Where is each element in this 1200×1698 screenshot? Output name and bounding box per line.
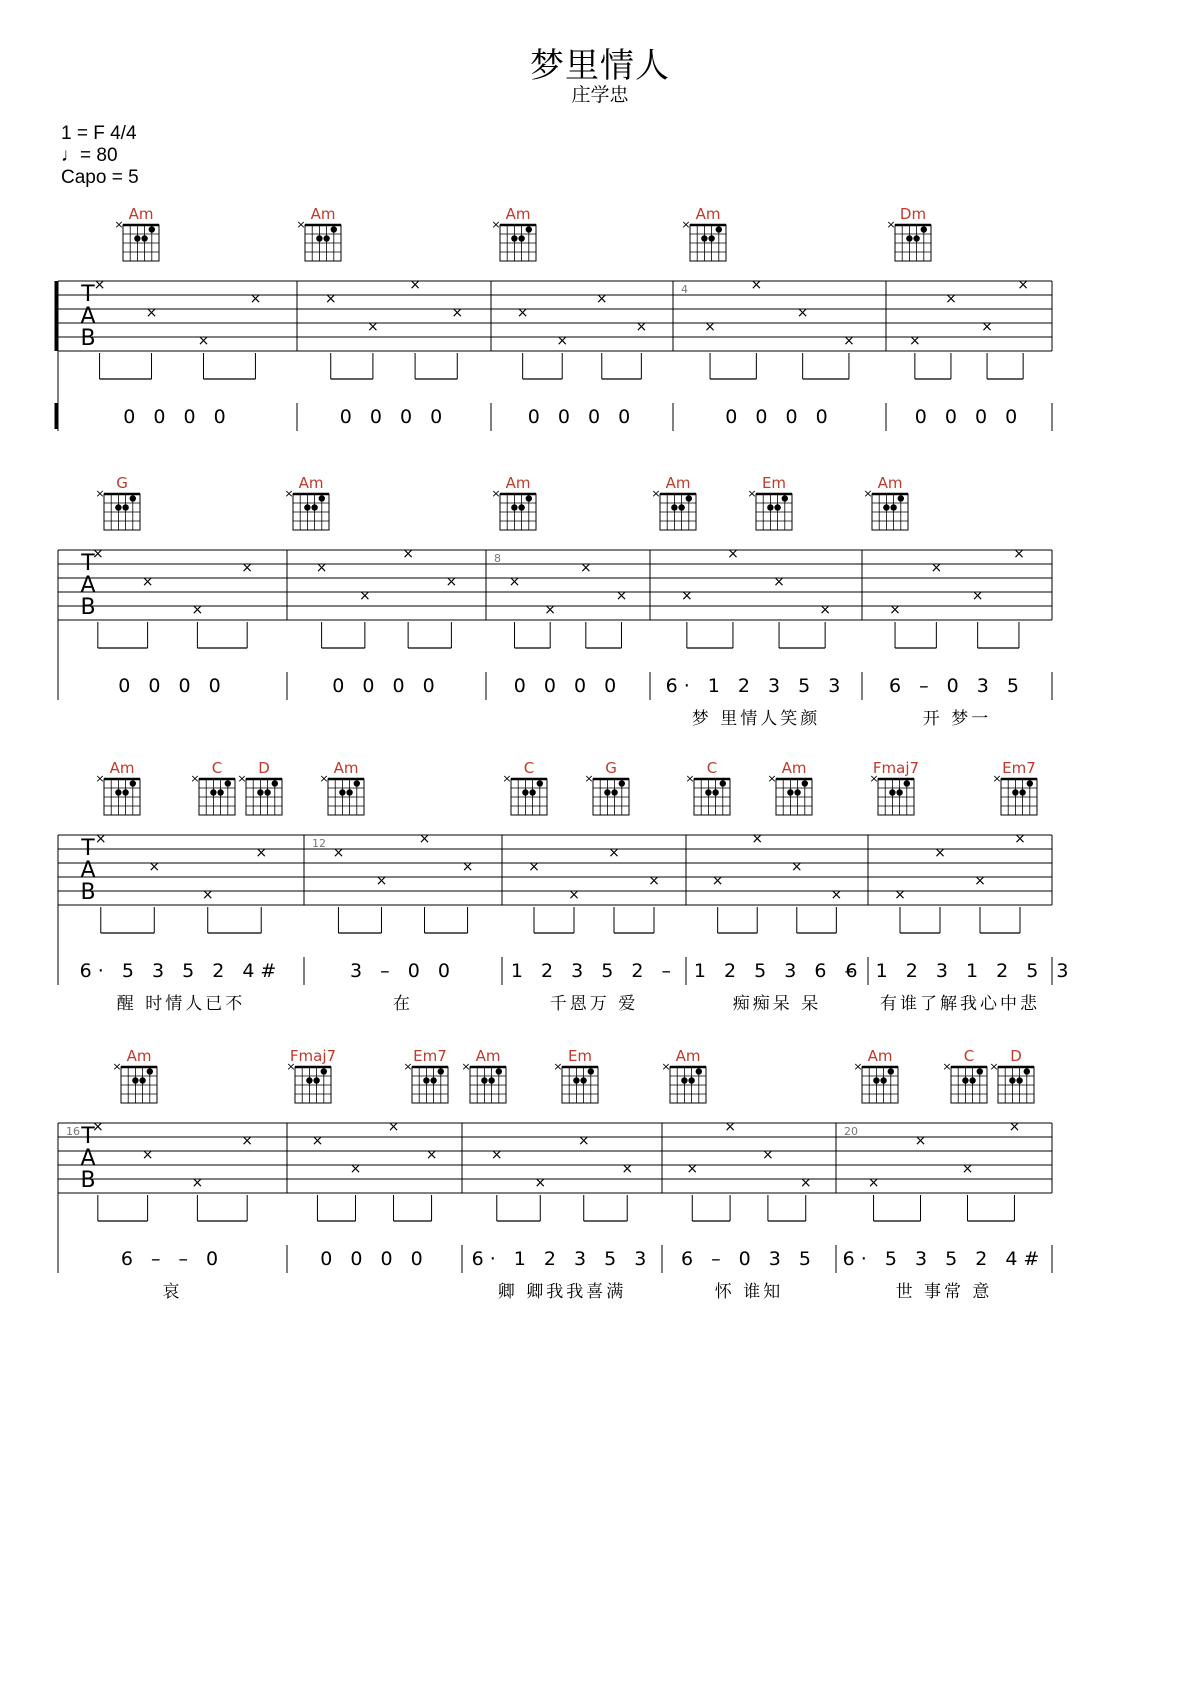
fret-mark: × xyxy=(544,602,557,618)
fret-mark: × xyxy=(773,574,785,590)
chord-name: Am xyxy=(310,205,336,223)
chord-diagram xyxy=(869,759,919,815)
chord-diagram xyxy=(767,759,812,815)
measure-number: 8 xyxy=(494,552,501,565)
chord-name: G xyxy=(605,759,617,777)
chord-name: Am xyxy=(333,759,359,777)
svg-text:×: × xyxy=(553,1060,563,1073)
fret-mark: × xyxy=(359,588,371,604)
chord-diagram xyxy=(95,759,140,815)
lyrics: 千恩万 爱 xyxy=(549,994,639,1014)
chord-name: Am xyxy=(877,474,903,492)
fret-mark: × xyxy=(375,873,388,889)
fret-mark: × xyxy=(402,546,414,562)
score-composer: 庄学忠 xyxy=(571,84,629,106)
chord-diagram xyxy=(853,1047,898,1103)
tab-clef-letter: A xyxy=(80,858,96,883)
chord-diagram xyxy=(681,205,726,261)
fret-mark: × xyxy=(724,1119,736,1135)
svg-text:×: × xyxy=(95,772,105,785)
chord-name: Em7 xyxy=(1002,759,1036,777)
fret-mark: × xyxy=(556,333,569,349)
capo-marking: Capo = 5 xyxy=(61,167,139,188)
tempo-marking: ♩= 80 xyxy=(61,145,118,166)
fret-mark: × xyxy=(704,319,716,335)
tab-clef-letter: A xyxy=(80,573,96,598)
fret-mark: × xyxy=(889,602,901,618)
chord-diagram xyxy=(114,205,159,261)
svg-text:×: × xyxy=(95,487,105,500)
svg-text:×: × xyxy=(869,772,879,785)
fret-mark: × xyxy=(191,602,204,618)
fret-mark: × xyxy=(577,1133,590,1149)
svg-text:×: × xyxy=(502,772,512,785)
svg-text:×: × xyxy=(286,1060,296,1073)
fret-mark: × xyxy=(894,887,906,903)
svg-text:×: × xyxy=(863,487,873,500)
tab-clef-letter: B xyxy=(80,880,96,905)
fret-mark: × xyxy=(750,277,763,293)
fret-mark: × xyxy=(686,1161,699,1177)
jianpu-notes: 6 – 0 3 5 xyxy=(680,1248,818,1270)
chord-name: C xyxy=(523,759,535,777)
chord-name: Am xyxy=(505,205,531,223)
fret-mark: × xyxy=(681,588,693,604)
jianpu-notes: 0 0 0 0 xyxy=(339,406,449,428)
fret-mark: × xyxy=(418,831,431,847)
lyrics: 开 梦一 xyxy=(922,709,992,729)
lyrics: 哀 xyxy=(162,1282,183,1302)
chord-diagram xyxy=(886,205,931,261)
key-signature: 1 = F 4/4 xyxy=(61,123,137,144)
fret-mark: × xyxy=(141,574,154,590)
jianpu-notes: 6 – – 0 xyxy=(120,1248,225,1270)
jianpu-notes: 0 0 0 0 xyxy=(914,406,1024,428)
jianpu-notes: 0 0 0 0 xyxy=(123,406,232,428)
fret-mark: × xyxy=(799,1175,812,1191)
chord-diagram xyxy=(190,759,235,815)
jianpu-notes: 0 0 0 0 xyxy=(332,675,441,697)
fret-mark: × xyxy=(796,305,809,321)
chord-diagram xyxy=(284,474,329,530)
fret-mark: × xyxy=(751,831,764,847)
tab-clef-letter: B xyxy=(80,595,96,620)
svg-text:×: × xyxy=(747,487,757,500)
lyrics: 有谁了解我心中悲 xyxy=(880,994,1040,1014)
fret-mark: × xyxy=(971,588,984,604)
chord-name: D xyxy=(258,759,270,777)
jianpu-notes: 0 0 0 0 xyxy=(527,406,637,428)
fret-mark: × xyxy=(94,831,107,847)
fret-mark: × xyxy=(528,859,540,875)
svg-text:×: × xyxy=(403,1060,413,1073)
tab-clef-letter: T xyxy=(81,1124,95,1149)
fret-mark: × xyxy=(201,887,214,903)
svg-text:×: × xyxy=(296,218,306,231)
chord-name: Am xyxy=(675,1047,701,1065)
chord-name: Am xyxy=(475,1047,501,1065)
chord-name: Fmaj7 xyxy=(289,1047,337,1065)
chord-diagram xyxy=(237,759,282,815)
svg-text:×: × xyxy=(992,772,1002,785)
fret-mark: × xyxy=(445,574,458,590)
fret-mark: × xyxy=(255,845,268,861)
fret-mark: × xyxy=(516,305,529,321)
fret-mark: × xyxy=(311,1133,324,1149)
chord-diagram xyxy=(584,759,629,815)
fret-mark: × xyxy=(727,546,739,562)
svg-text:×: × xyxy=(767,772,777,785)
chord-name: Am xyxy=(695,205,721,223)
svg-text:×: × xyxy=(491,218,501,231)
lyrics: 醒 时情人已不 xyxy=(116,994,246,1014)
jianpu-notes: 0 0 0 0 xyxy=(513,675,623,697)
chord-name: Am xyxy=(109,759,135,777)
lyrics: 怀 谁知 xyxy=(714,1282,784,1302)
jianpu-notes: 6· 5 3 5 2 4# xyxy=(842,1248,1046,1270)
tab-clef-letter: T xyxy=(81,551,95,576)
fret-mark: × xyxy=(711,873,724,889)
svg-text:×: × xyxy=(112,1060,122,1073)
fret-mark: × xyxy=(621,1161,634,1177)
chord-name: Am xyxy=(505,474,531,492)
score-title: 梦里情人 xyxy=(530,46,670,86)
fret-mark: × xyxy=(1017,277,1029,293)
fret-mark: × xyxy=(387,1119,400,1135)
svg-text:×: × xyxy=(853,1060,863,1073)
lyrics: 卿 卿我我喜满 xyxy=(497,1282,627,1302)
chord-name: C xyxy=(211,759,223,777)
chord-diagram xyxy=(286,1047,336,1103)
chord-name: Dm xyxy=(899,205,927,223)
chord-diagram xyxy=(491,474,536,530)
chord-diagram xyxy=(112,1047,157,1103)
fret-mark: × xyxy=(241,1133,254,1149)
chord-diagram xyxy=(553,1047,598,1103)
jianpu-notes: 6· 1 2 3 5 3 xyxy=(471,1248,653,1270)
svg-text:×: × xyxy=(989,1060,999,1073)
svg-text:×: × xyxy=(685,772,695,785)
svg-text:×: × xyxy=(584,772,594,785)
fret-mark: × xyxy=(91,546,104,562)
svg-text:×: × xyxy=(319,772,329,785)
fret-mark: × xyxy=(249,291,262,307)
lyrics: 梦 里情人笑颜 xyxy=(691,709,821,729)
chord-name: Am xyxy=(665,474,691,492)
jianpu-notes: 1 2 5 3 6 – xyxy=(693,960,861,982)
chord-name: Am xyxy=(867,1047,893,1065)
fret-mark: × xyxy=(790,859,803,875)
fret-mark: × xyxy=(830,887,843,903)
chord-diagram xyxy=(651,474,696,530)
svg-text:×: × xyxy=(461,1060,471,1073)
fret-mark: × xyxy=(1013,546,1025,562)
jianpu-notes: 0 0 0 0 xyxy=(320,1248,429,1270)
fret-mark: × xyxy=(930,560,943,576)
fret-mark: × xyxy=(141,1147,154,1163)
fret-mark: × xyxy=(508,574,521,590)
jianpu-notes: 6 – 0 3 5 xyxy=(888,675,1026,697)
fret-mark: × xyxy=(241,560,254,576)
jianpu-notes: 0 0 0 0 xyxy=(118,675,227,697)
fret-mark: × xyxy=(425,1147,438,1163)
svg-text:×: × xyxy=(651,487,661,500)
chord-name: D xyxy=(1010,1047,1022,1065)
measure-number: 12 xyxy=(312,837,326,850)
measure-number: 4 xyxy=(681,283,688,296)
tab-clef-letter: B xyxy=(80,1168,96,1193)
fret-mark: × xyxy=(945,291,957,307)
chord-diagram xyxy=(461,1047,506,1103)
fret-mark: × xyxy=(579,560,592,576)
svg-text:×: × xyxy=(237,772,247,785)
fret-mark: × xyxy=(635,319,648,335)
chord-name: Em xyxy=(761,474,787,492)
fret-mark: × xyxy=(608,845,620,861)
fret-mark: × xyxy=(315,560,328,576)
chord-diagram xyxy=(685,759,730,815)
jianpu-notes: 6 1 2 3 1 2 5 3 xyxy=(845,960,1075,982)
chord-name: Am xyxy=(781,759,807,777)
fret-mark: × xyxy=(409,277,421,293)
fret-mark: × xyxy=(349,1161,362,1177)
chord-diagram xyxy=(95,474,140,530)
svg-text:×: × xyxy=(114,218,124,231)
fret-mark: × xyxy=(332,845,345,861)
lyrics: 世 事常 意 xyxy=(895,1282,993,1302)
jianpu-notes: 1 2 3 5 2 – xyxy=(510,960,678,982)
fret-mark: × xyxy=(595,291,608,307)
tab-clef-letter: A xyxy=(80,304,96,329)
tab-clef-letter: T xyxy=(81,836,95,861)
fret-mark: × xyxy=(461,859,474,875)
svg-text:×: × xyxy=(491,487,501,500)
chord-diagram xyxy=(863,474,908,530)
fret-mark: × xyxy=(451,305,464,321)
chord-diagram xyxy=(989,1047,1034,1103)
fret-mark: × xyxy=(974,873,986,889)
svg-text:×: × xyxy=(190,772,200,785)
chord-diagram xyxy=(942,1047,987,1103)
jianpu-notes: 3 – 0 0 xyxy=(350,960,456,982)
chord-name: Em7 xyxy=(413,1047,447,1065)
jianpu-notes: 0 0 0 0 xyxy=(725,406,834,428)
jianpu-notes: 6· 1 2 3 5 3 xyxy=(665,675,847,697)
fret-mark: × xyxy=(568,887,580,903)
fret-mark: × xyxy=(490,1147,503,1163)
chord-name: Fmaj7 xyxy=(872,759,920,777)
measure-number: 16 xyxy=(66,1125,80,1138)
fret-mark: × xyxy=(534,1175,547,1191)
lyrics: 在 xyxy=(393,994,413,1014)
chord-name: Em xyxy=(567,1047,593,1065)
jianpu-notes: 6· 5 3 5 2 4# xyxy=(79,960,283,982)
chord-diagram xyxy=(319,759,364,815)
fret-mark: × xyxy=(819,602,831,618)
chord-name: Am xyxy=(126,1047,152,1065)
svg-text:×: × xyxy=(661,1060,671,1073)
tab-clef-letter: B xyxy=(80,326,96,351)
fret-mark: × xyxy=(914,1133,927,1149)
chord-diagram xyxy=(502,759,547,815)
fret-mark: × xyxy=(197,333,210,349)
svg-text:×: × xyxy=(942,1060,952,1073)
fret-mark: × xyxy=(615,588,628,604)
fret-mark: × xyxy=(93,277,106,293)
chord-diagram xyxy=(491,205,536,261)
fret-mark: × xyxy=(648,873,660,889)
chord-diagram xyxy=(747,474,792,530)
fret-mark: × xyxy=(934,845,946,861)
lyrics: 痴痴呆 呆 xyxy=(732,994,822,1014)
fret-mark: × xyxy=(191,1175,204,1191)
svg-text:×: × xyxy=(886,218,896,231)
fret-mark: × xyxy=(1008,1119,1021,1135)
fret-mark: × xyxy=(367,319,379,335)
chord-name: G xyxy=(116,474,128,492)
fret-mark: × xyxy=(148,859,161,875)
chord-name: Am xyxy=(298,474,324,492)
fret-mark: × xyxy=(843,333,855,349)
fret-mark: × xyxy=(91,1119,104,1135)
fret-mark: × xyxy=(867,1175,880,1191)
chord-name: C xyxy=(706,759,718,777)
tab-clef-letter: T xyxy=(81,282,95,307)
tab-clef-letter: A xyxy=(80,1146,96,1171)
chord-diagram xyxy=(661,1047,706,1103)
fret-mark: × xyxy=(909,333,921,349)
chord-diagram xyxy=(992,759,1037,815)
chord-diagram xyxy=(403,1047,448,1103)
chord-name: C xyxy=(963,1047,975,1065)
svg-text:×: × xyxy=(284,487,294,500)
chord-name: Am xyxy=(128,205,154,223)
svg-text:×: × xyxy=(681,218,691,231)
fret-mark: × xyxy=(762,1147,774,1163)
fret-mark: × xyxy=(981,319,993,335)
fret-mark: × xyxy=(1014,831,1026,847)
fret-mark: × xyxy=(961,1161,974,1177)
fret-mark: × xyxy=(145,305,158,321)
fret-mark: × xyxy=(324,291,337,307)
chord-diagram xyxy=(296,205,341,261)
measure-number: 20 xyxy=(844,1125,858,1138)
